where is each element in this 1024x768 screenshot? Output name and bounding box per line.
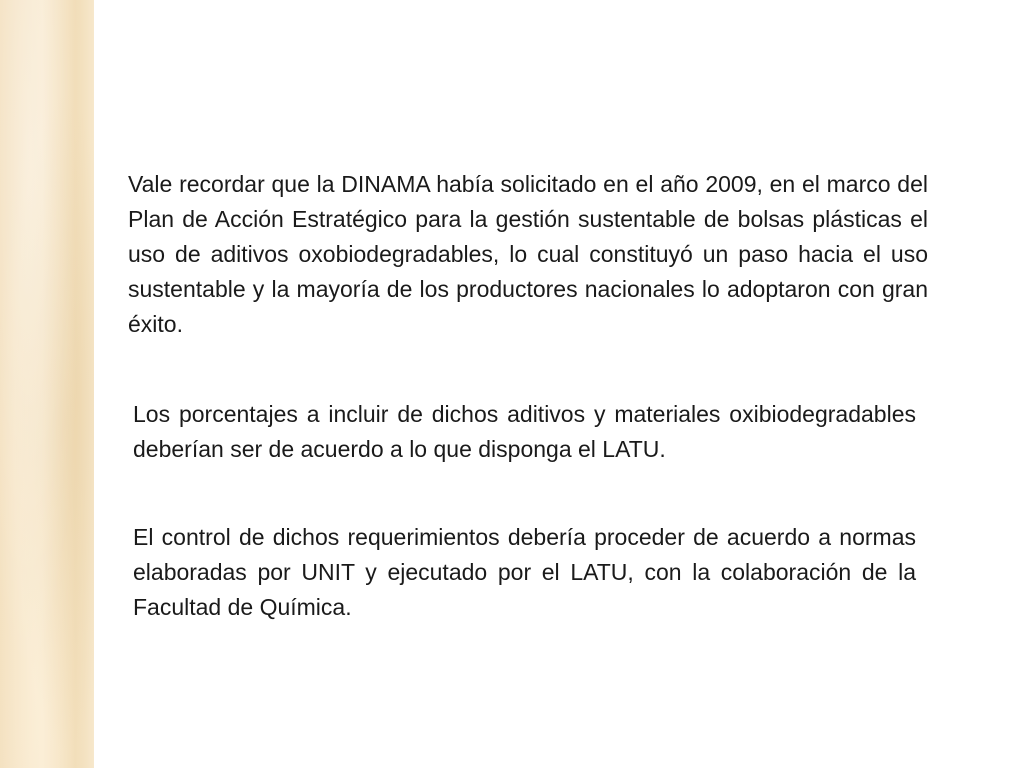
paragraph-control: El control de dichos requerimientos debería proceder de acuerdo a normas elaboradas por UNIT y ejecutado por el LATU, con la colaboración de la Facultad de Química. xyxy=(133,524,916,620)
paragraph-porcentajes: Los porcentajes a incluir de dichos aditivos y materiales oxibiodegradables deberían ser de acuerdo a lo que disponga el LATU. xyxy=(133,401,916,462)
decorative-side-strip xyxy=(0,0,94,768)
paragraph-dinama: Vale recordar que la DINAMA había solicitado en el año 2009, en el marco del Plan de Acción Estratégico para la gestión sustentable de bolsas plásticas el uso de aditivos oxobiodegradables, lo cual constituyó un paso hacia el uso sustentable y la mayoría de los productores nacionales lo adoptaron con gran éxito. xyxy=(128,171,928,337)
